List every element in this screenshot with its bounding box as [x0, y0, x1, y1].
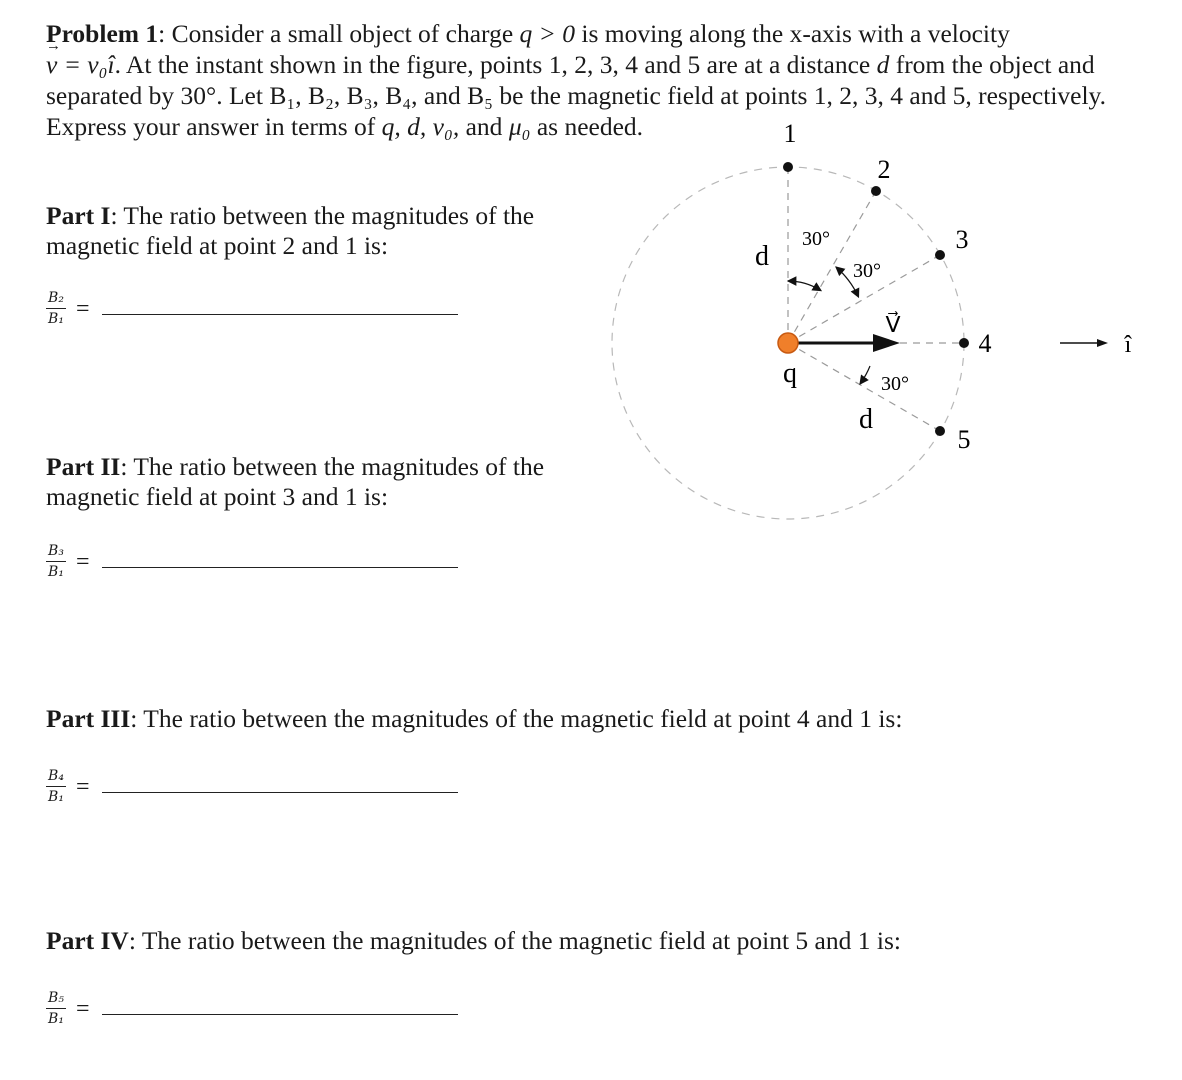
part-1-equals: = [76, 296, 90, 322]
part-2-denominator: B₁ [48, 564, 64, 580]
distance-label-1: d [755, 241, 769, 272]
part-3-label: Part III [46, 704, 131, 733]
point-2-dot [871, 186, 881, 196]
variable-list: q, d, v₀, [381, 112, 460, 141]
problem-text-5: be the magnetic field at points 1, 2, 3, 4 and 5, respectively. Express your answer in terms of [46, 81, 1107, 141]
part-2-numerator: B₃ [46, 543, 66, 562]
unit-vector-arrowhead [1097, 339, 1108, 347]
point-1-dot [783, 162, 793, 172]
field-symbols: B₁, B₂, B₃, B₄, and B₅ [269, 81, 494, 110]
angle-label-2: 30° [853, 260, 881, 282]
part-4-equals: = [76, 996, 90, 1022]
angle-arc-3 [860, 366, 870, 384]
problem-label: Problem 1 [46, 19, 159, 48]
part-4-label: Part IV [46, 926, 129, 955]
point-5-label: 5 [957, 425, 971, 454]
part-2-label: Part II [46, 452, 121, 481]
problem-text-4: from the object and separated by 30°. Let [46, 50, 1095, 110]
problem-text-3: . At the instant shown in the figure, points 1, 2, 3, 4 and 5 are at a distance [114, 50, 877, 79]
part-4-numerator: B₅ [46, 990, 66, 1009]
point-4-dot [959, 338, 969, 348]
distance-label-2: d [859, 404, 873, 435]
part-2-text: : The ratio between the magnitudes of the magnetic field at point 3 and 1 is: [46, 452, 545, 511]
problem-text-7: as needed. [530, 112, 644, 141]
point-3-dot [935, 250, 945, 260]
part-1-denominator: B₁ [48, 311, 64, 327]
part-1-numerator: B₂ [46, 290, 66, 309]
point-5-dot [935, 426, 945, 436]
velocity-vector-symbol: → v [46, 49, 57, 80]
mu-zero-symbol: μ₀ [508, 112, 531, 141]
velocity-label: V⃗ [885, 312, 901, 337]
part-3-numerator: B₄ [46, 768, 66, 787]
part-1-label: Part I [46, 201, 111, 230]
part-3-equals: = [76, 774, 90, 800]
point-4-label: 4 [978, 329, 992, 358]
part-4-denominator: B₁ [48, 1011, 64, 1027]
problem-text-1: : Consider a small object of charge [158, 19, 520, 48]
point-1-label: 1 [783, 119, 797, 148]
part-4-text: : The ratio between the magnitudes of the magnetic field at point 5 and 1 is: [128, 926, 901, 955]
part-3-text: : The ratio between the magnitudes of the magnetic field at point 4 and 1 is: [130, 704, 903, 733]
point-2-label: 2 [877, 155, 891, 184]
problem-text-2: is moving along the x-axis with a velocity [575, 19, 1010, 48]
part-2-equals: = [76, 549, 90, 575]
angle-arc-1 [788, 281, 820, 290]
charge-condition: q > 0 [519, 19, 575, 48]
unit-vector-label: î [1124, 332, 1132, 358]
part-1-text: : The ratio between the magnitudes of the magnetic field at point 2 and 1 is: [46, 201, 535, 260]
distance-symbol: d [876, 50, 890, 79]
angle-label-1: 30° [802, 228, 830, 250]
velocity-expression: = v₀î [57, 50, 115, 79]
charge-label: q [783, 358, 797, 389]
problem-text-6: and [459, 112, 509, 141]
radial-lines [788, 167, 964, 431]
point-3-label: 3 [955, 225, 969, 254]
charge-dot [778, 333, 798, 353]
part-3-denominator: B₁ [48, 789, 64, 805]
angle-label-3: 30° [881, 373, 909, 395]
